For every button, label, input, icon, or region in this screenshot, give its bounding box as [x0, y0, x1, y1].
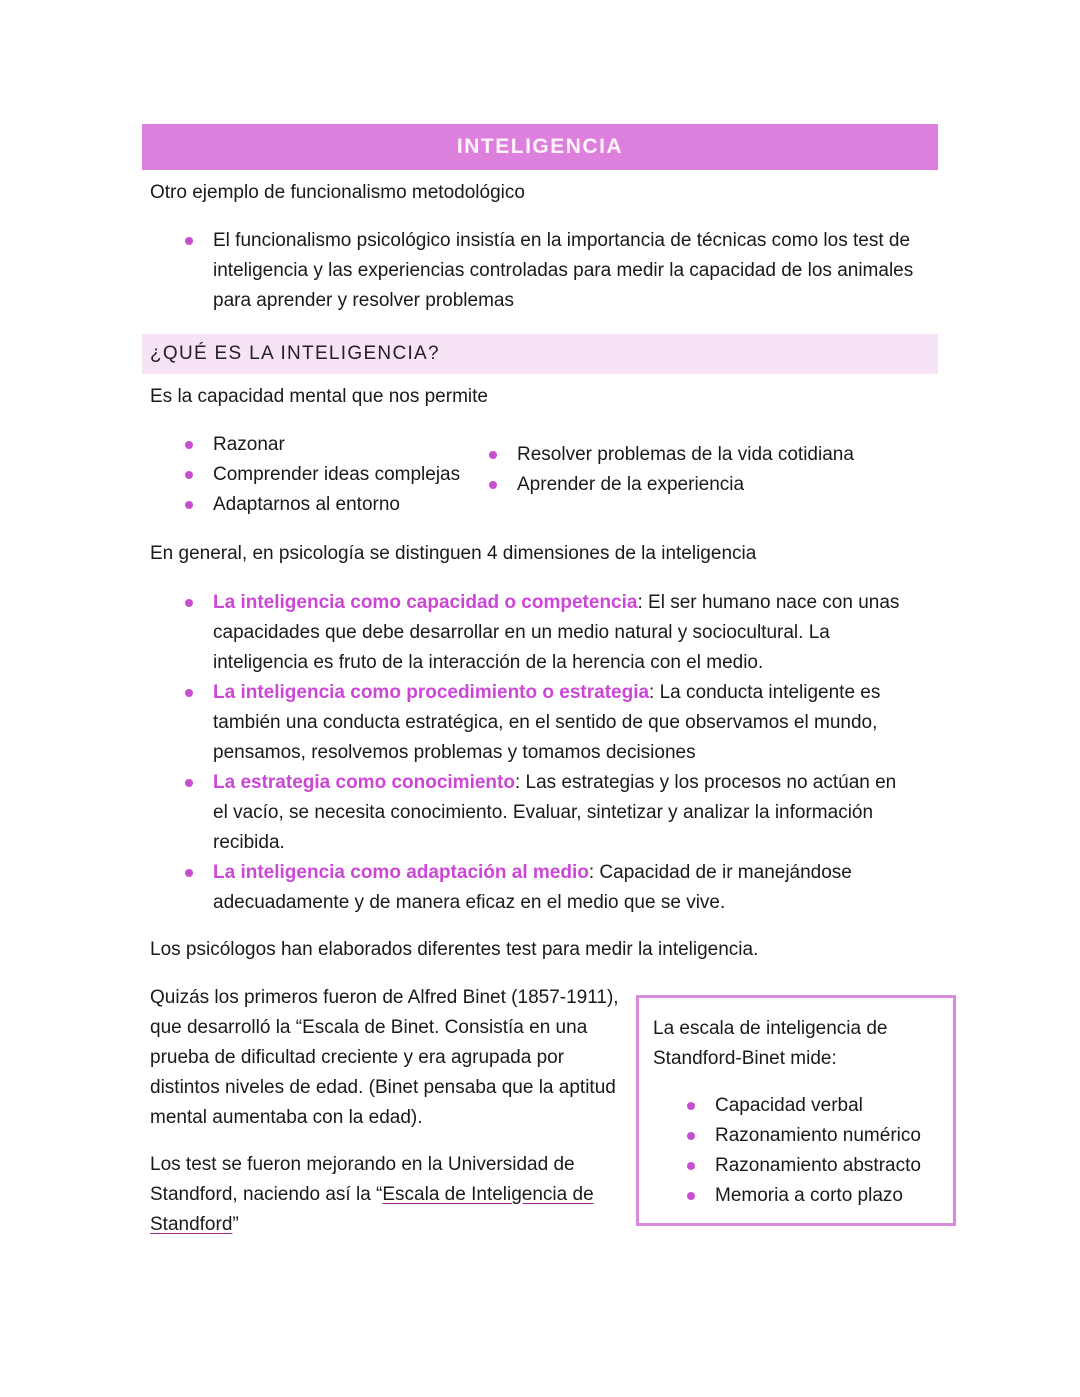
stanford-binet-box — [636, 995, 956, 1226]
binet-paragraph: Quizás los primeros fueron de Alfred Binet (1857-1911), que desarrolló la “Escala de Binet. Consistía en una prueba de dificultad creciente y era agrupada por distintos niveles de edad. (Binet pensaba que la aptitud mental aumentaba con la edad). — [150, 987, 619, 1128]
dimension-term: La inteligencia como procedimiento o estrategia — [213, 682, 650, 703]
dimension-term: La inteligencia como capacidad o competencia — [213, 592, 638, 613]
list-item: Adaptarnos al entorno — [185, 490, 475, 520]
dimensions-list — [185, 588, 910, 918]
stanford-paragraph: Los test se fueron mejorando en la Universidad de Standford, naciendo así la “Escala de Inteligencia de Standford” — [150, 1154, 594, 1235]
bullet-icon — [185, 237, 193, 245]
bullet-icon — [687, 1102, 695, 1110]
list-item: Resolver problemas de la vida cotidiana — [489, 440, 909, 470]
abilities-list-left — [185, 430, 475, 520]
bullet-icon — [687, 1132, 695, 1140]
page-title: INTELIGENCIA — [456, 135, 624, 158]
bullet-icon — [185, 869, 193, 877]
title-banner — [142, 124, 938, 170]
bullet-icon — [185, 689, 193, 697]
box-list — [687, 1091, 947, 1211]
list-item: Capacidad verbal — [687, 1091, 947, 1121]
dimension-term: La estrategia como conocimiento — [213, 772, 515, 793]
bullet-icon — [687, 1192, 695, 1200]
list-item: Razonamiento abstracto — [687, 1151, 947, 1181]
definition-text: Es la capacidad mental que nos permite — [150, 386, 488, 407]
tests-intro: Los psicólogos han elaborados diferentes test para medir la inteligencia. — [150, 939, 759, 960]
list-item: La inteligencia como procedimiento o estrategia: La conducta inteligente es también una conducta estratégica, en el sentido de que observamos el mundo, pensamos, resolvemos problemas y tomamos decisiones — [185, 678, 910, 768]
dimensions-intro: En general, en psicología se distinguen 4 dimensiones de la inteligencia — [150, 543, 757, 564]
intro-text: Otro ejemplo de funcionalismo metodológico — [150, 182, 525, 203]
list-item: Razonar — [185, 430, 475, 460]
bullet-icon — [185, 501, 193, 509]
bullet-icon — [185, 471, 193, 479]
list-item: Memoria a corto plazo — [687, 1181, 947, 1211]
bullet-icon — [185, 779, 193, 787]
section-heading: ¿QUÉ ES LA INTELIGENCIA? — [150, 343, 440, 364]
section-heading-bar — [142, 334, 938, 374]
list-item: Aprender de la experiencia — [489, 470, 909, 500]
intro-list — [185, 226, 930, 316]
bullet-icon — [489, 481, 497, 489]
bullet-icon — [687, 1162, 695, 1170]
box-title: La escala de inteligencia de Standford-Binet mide: — [653, 1018, 888, 1069]
bullet-icon — [489, 451, 497, 459]
list-item: Razonamiento numérico — [687, 1121, 947, 1151]
list-item: La estrategia como conocimiento: Las estrategias y los procesos no actúan en el vacío, se necesita conocimiento. Evaluar, sintetizar y analizar la información recibida. — [185, 768, 910, 858]
dimension-term: La inteligencia como adaptación al medio — [213, 862, 589, 883]
list-item: El funcionalismo psicológico insistía en la importancia de técnicas como los test de inteligencia y las experiencias controladas para medir la capacidad de los animales para aprender y resolver problemas — [185, 226, 930, 316]
stanford-scale-link[interactable]: Escala de Inteligencia de Standford — [150, 1184, 594, 1235]
bullet-icon — [185, 599, 193, 607]
abilities-list-right — [489, 440, 909, 500]
list-item: Comprender ideas complejas — [185, 460, 475, 490]
bullet-icon — [185, 441, 193, 449]
list-item: La inteligencia como capacidad o competencia: El ser humano nace con unas capacidades que debe desarrollar en un medio natural y sociocultural. La inteligencia es fruto de la interacción de la herencia con el medio. — [185, 588, 910, 678]
list-item: La inteligencia como adaptación al medio: Capacidad de ir manejándose adecuadamente y de manera eficaz en el medio que se vive. — [185, 858, 910, 918]
